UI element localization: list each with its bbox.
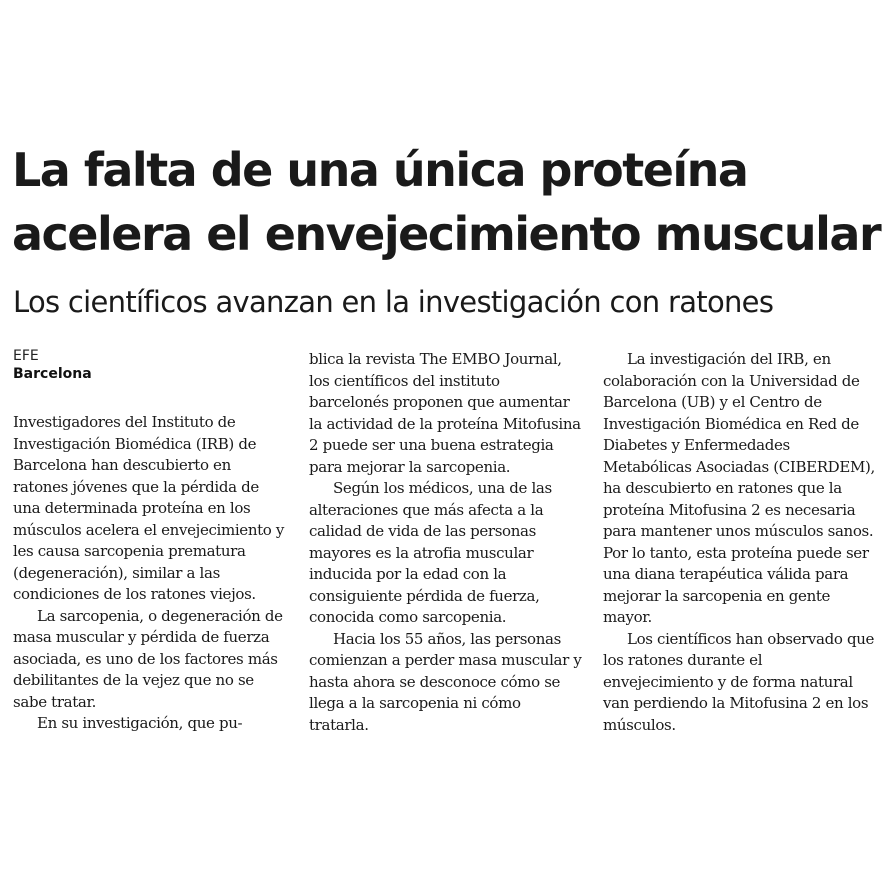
byline-agency: EFE (13, 348, 39, 364)
paragraph: Investigadores del Instituto de Investigación Biomédica (IRB) de Barcelona han descubierto en ratones jóvenes que la pérdida de una determinada proteína en los músculos acelera el envejecimiento y les causa sarcopenia prematura (degeneración), similar a las condiciones de los ratones viejos. (13, 413, 285, 603)
paragraph: La sarcopenia, o degeneración de masa muscular y pérdida de fuerza asociada, es uno de los factores más debilitantes de la vejez que no se sabe tratar. (13, 606, 283, 711)
paragraph: blica la revista The EMBO Journal, los científicos del instituto barcelonés proponen que aumentar la actividad de la proteína Mitofusina 2 puede ser una buena estrategia para mejorar la sarcopenia. (309, 350, 581, 476)
paragraph: Los científicos han observado que los ratones durante el envejecimiento y de forma natural van perdiendo la Mitofusina 2 en los músculos. (603, 629, 875, 734)
paragraph: Según los médicos, una de las alteraciones que más afecta a la calidad de vida de las personas mayores es la atrofia muscular inducida por la edad con la consiguiente pérdida de fuerza, conocida como sarcopenia. (309, 479, 552, 626)
article-column-3 (603, 349, 876, 736)
headline: La falta de una única proteína acelera el envejecimiento muscular (12, 143, 881, 261)
paragraph: La investigación del IRB, en colaboración con la Universidad de Barcelona (UB) y el Centro de Investigación Biomédica en Red de Diabetes y Enfermedades Metabólicas Asociadas (CIBERDEM), ha descubierto en ratones que la proteína Mitofusina 2 es necesaria para mantener unos músculos sanos. Por lo tanto, esta proteína puede ser una diana terapéutica válida para mejorar la sarcopenia en gente mayor. (603, 350, 875, 626)
article-column-2 (309, 349, 582, 736)
subheadline: Los científicos avanzan en la investigación con ratones (13, 285, 774, 319)
paragraph: En su investigación, que pu- (37, 714, 243, 732)
byline (13, 347, 273, 383)
article-column-1 (13, 412, 286, 735)
byline-city: Barcelona (13, 366, 92, 382)
paragraph: Hacia los 55 años, las personas comienzan a perder masa muscular y hasta ahora se desconoce cómo se llega a la sarcopenia ni cómo tratarla. (309, 629, 582, 734)
